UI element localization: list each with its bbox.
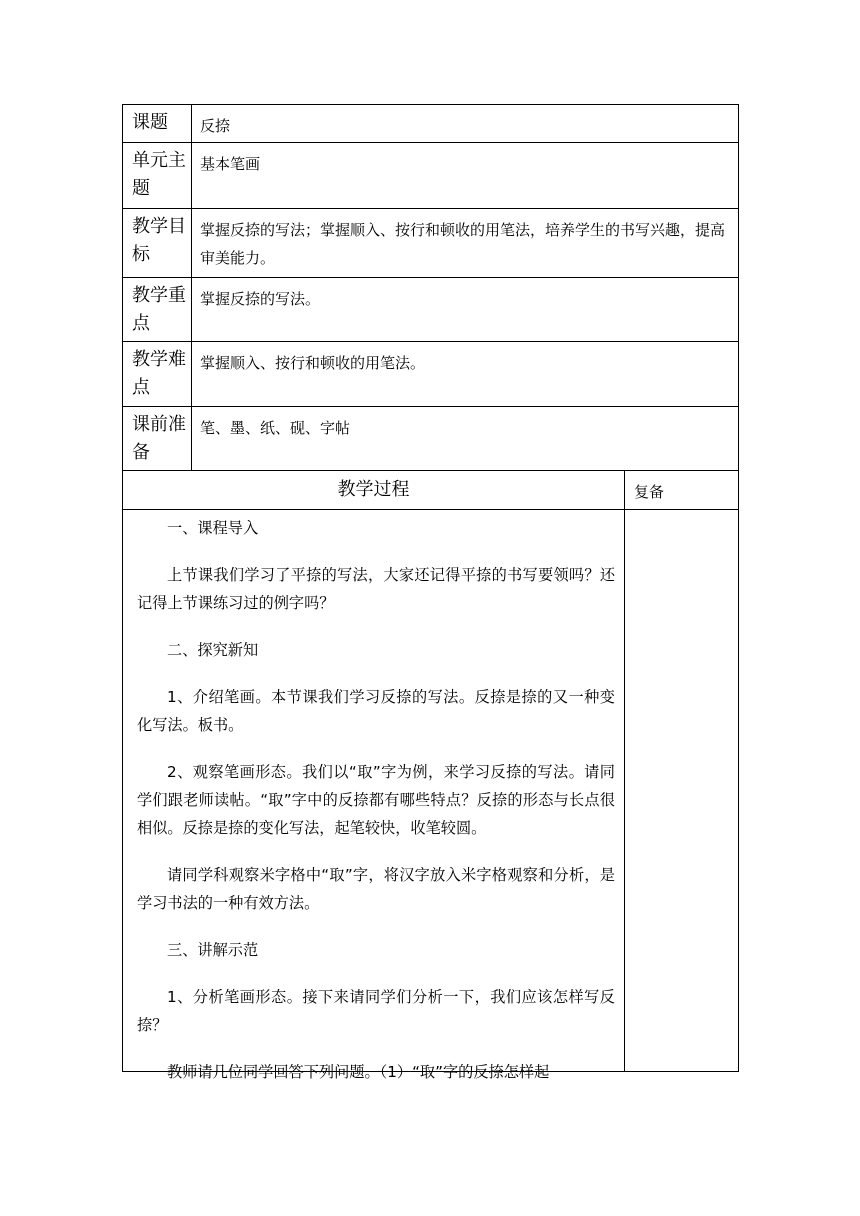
process-paragraph: 一、课程导入: [167, 519, 259, 537]
process-paragraph: 三、讲解示范: [167, 941, 259, 959]
difficulty-value: 掌握顺入、按行和顿收的用笔法。: [192, 342, 739, 407]
process-paragraph: 1、介绍笔画。本节课我们学习反捺的写法。反捺是捺的又一种变化写法。板书。: [137, 688, 615, 734]
process-paragraph: 2、观察笔画形态。我们以“取”字为例，来学习反捺的写法。请同学们跟老师读帖。“取”字中的反捺都有哪些特点？反捺的形态与长点很相似。反捺是捺的变化写法，起笔较快，收笔较圆。: [137, 763, 615, 837]
revision-column: [625, 510, 739, 1072]
row-unit-theme: [123, 143, 739, 209]
lesson-plan-table: [122, 104, 739, 1081]
preparation-label: 课前准备: [123, 407, 192, 471]
key-point-label: 教学重点: [123, 278, 192, 342]
topic-label: 课题: [123, 105, 192, 143]
row-process-header: [123, 471, 739, 510]
process-content: [123, 510, 625, 1081]
preparation-value: 笔、墨、纸、砚、字帖: [192, 407, 739, 471]
process-header: 教学过程: [123, 471, 625, 510]
process-text-clip: [137, 514, 615, 1081]
row-teaching-goal: [123, 209, 739, 278]
process-paragraph: 教师请几位同学回答下列问题。（1）“取”字的反捺怎样起: [167, 1063, 550, 1081]
process-paragraph: 二、探究新知: [167, 641, 259, 659]
unit-theme-value: 基本笔画: [192, 143, 739, 209]
teaching-goal-value: 掌握反捺的写法；掌握顺入、按行和顿收的用笔法，培养学生的书写兴趣，提高审美能力。: [192, 209, 739, 278]
row-process-body: [123, 510, 739, 1072]
row-preparation: [123, 407, 739, 471]
row-difficulty: [123, 342, 739, 407]
revision-header: 复备: [625, 471, 739, 510]
process-paragraph: 上节课我们学习了平捺的写法，大家还记得平捺的书写要领吗？还记得上节课练习过的例字吗？: [137, 566, 615, 612]
process-paragraph: 1、分析笔画形态。接下来请同学们分析一下，我们应该怎样写反捺？: [137, 988, 615, 1034]
key-point-value: 掌握反捺的写法。: [192, 278, 739, 342]
row-topic: [123, 105, 739, 143]
topic-value: 反捺: [192, 105, 739, 143]
difficulty-label: 教学难点: [123, 342, 192, 407]
teaching-goal-label: 教学目标: [123, 209, 192, 278]
row-key-point: [123, 278, 739, 342]
unit-theme-label: 单元主题: [123, 143, 192, 209]
process-paragraph: 请同学科观察米字格中“取”字，将汉字放入米字格观察和分析，是学习书法的一种有效方法。: [137, 866, 615, 912]
